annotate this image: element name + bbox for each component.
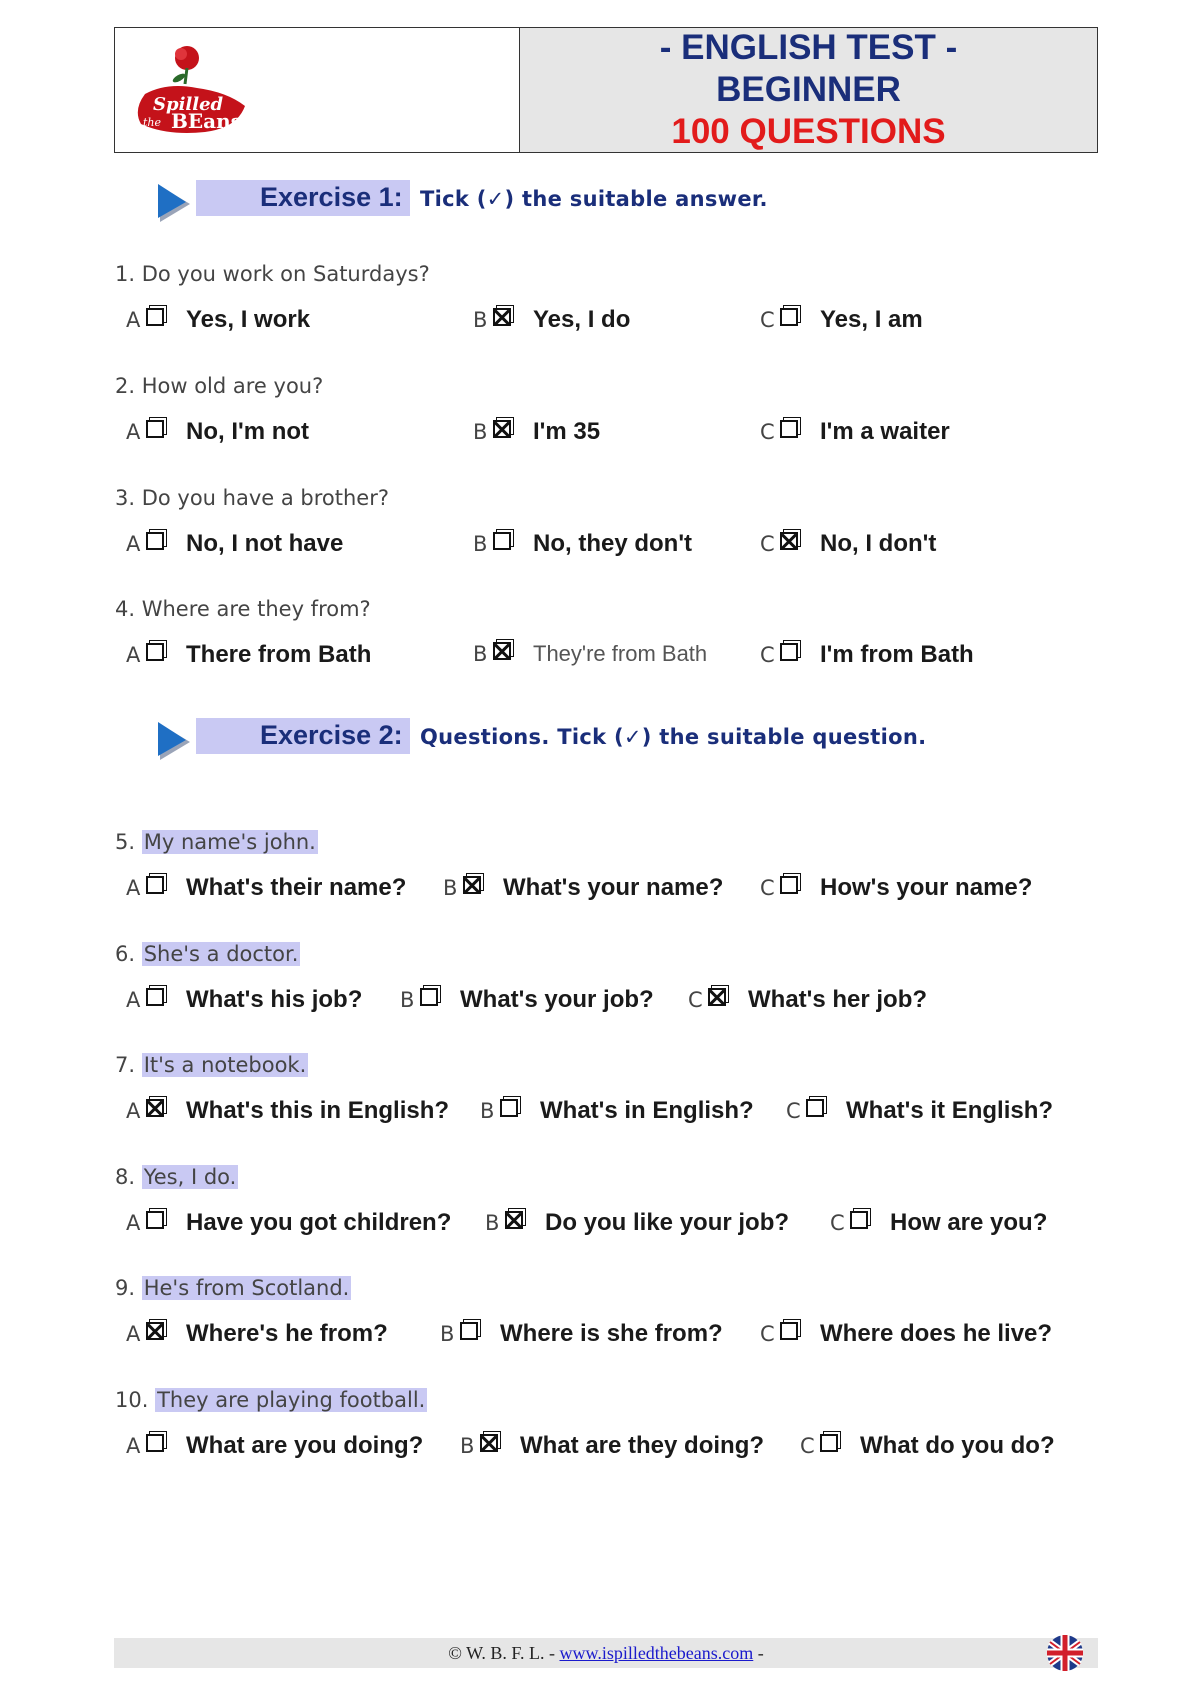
- answer-options-row: [0, 1320, 1200, 1354]
- answer-option-a[interactable]: [126, 1320, 388, 1348]
- answer-options-row: [0, 874, 1200, 908]
- checkbox-icon[interactable]: [850, 1211, 868, 1229]
- option-label: What are you doing?: [186, 1432, 424, 1459]
- answer-option-b[interactable]: [473, 530, 692, 558]
- option-label: What's it English?: [846, 1097, 1054, 1124]
- answer-options-row: [0, 1432, 1200, 1466]
- option-letter: A: [126, 643, 141, 667]
- answer-option-b[interactable]: [460, 1432, 764, 1460]
- question-prompt: 3. Do you have a brother?: [115, 486, 390, 510]
- answer-option-c[interactable]: [688, 986, 927, 1014]
- title-line-1: - ENGLISH TEST -: [659, 28, 958, 67]
- option-label: No, I'm not: [186, 418, 310, 445]
- option-letter: A: [126, 1099, 141, 1123]
- answer-options-row: [0, 418, 1200, 452]
- option-label: Do you like your job?: [545, 1209, 790, 1236]
- option-letter: B: [400, 988, 415, 1012]
- option-letter: B: [473, 420, 488, 444]
- play-arrow-icon: [156, 722, 192, 762]
- answer-option-c[interactable]: [760, 1320, 1052, 1348]
- question-answer-text: They are playing football.: [157, 1388, 426, 1412]
- checkbox-icon[interactable]: [146, 420, 164, 438]
- option-label: I'm 35: [533, 418, 601, 445]
- answer-option-a[interactable]: [126, 641, 371, 669]
- answer-option-b[interactable]: [473, 418, 600, 446]
- option-label: What are they doing?: [520, 1432, 765, 1459]
- checkbox-icon[interactable]: [146, 876, 164, 894]
- checked-box-icon[interactable]: [493, 420, 511, 438]
- option-letter: C: [830, 1211, 845, 1235]
- option-letter: C: [760, 876, 775, 900]
- question-prompt: 2. How old are you?: [115, 374, 324, 398]
- svg-text:BEans: BEans: [171, 109, 242, 133]
- option-label: They're from Bath: [533, 641, 708, 666]
- question-prompt: [115, 1165, 238, 1189]
- answer-option-a[interactable]: [126, 306, 310, 334]
- answer-option-b[interactable]: [473, 641, 707, 667]
- logo-cell: [115, 28, 520, 152]
- question-number: 6.: [115, 942, 142, 966]
- option-letter: A: [126, 1211, 141, 1235]
- option-letter: A: [126, 308, 141, 332]
- option-letter: C: [760, 1322, 775, 1346]
- exercise-instruction: Questions. Tick (✓) the suitable question.: [420, 725, 927, 749]
- checkbox-icon[interactable]: [146, 1434, 164, 1452]
- question-answer-text: Yes, I do.: [143, 1165, 237, 1189]
- option-label: What's her job?: [748, 986, 928, 1013]
- option-letter: B: [480, 1099, 495, 1123]
- answer-options-row: [0, 1097, 1200, 1131]
- option-letter: B: [440, 1322, 455, 1346]
- question-prompt: 4. Where are they from?: [115, 597, 371, 621]
- question-prompt: [115, 830, 318, 854]
- option-letter: A: [126, 876, 141, 900]
- checked-box-icon[interactable]: [146, 1322, 164, 1340]
- spilled-the-beans-logo: [127, 36, 257, 140]
- option-letter: A: [126, 420, 141, 444]
- uk-flag-icon: [1046, 1634, 1084, 1672]
- answer-option-b[interactable]: [480, 1097, 754, 1125]
- answer-option-a[interactable]: [126, 1432, 423, 1460]
- checked-box-icon[interactable]: [708, 988, 726, 1006]
- option-label: What's in English?: [540, 1097, 754, 1124]
- answer-option-c[interactable]: [760, 530, 936, 558]
- option-label: Have you got children?: [186, 1209, 452, 1236]
- question-number: 8.: [115, 1165, 142, 1189]
- checkbox-icon[interactable]: [146, 643, 164, 661]
- answer-options-row: [0, 641, 1200, 675]
- checkbox-icon[interactable]: [500, 1099, 518, 1117]
- answer-option-c[interactable]: [760, 418, 950, 446]
- page-footer: [114, 1638, 1098, 1668]
- title-line-2: BEGINNER: [716, 70, 901, 109]
- checkbox-icon[interactable]: [460, 1322, 478, 1340]
- answer-option-c[interactable]: [760, 306, 923, 334]
- option-label: What's their name?: [186, 874, 407, 901]
- checked-box-icon[interactable]: [505, 1211, 523, 1229]
- test-header: [114, 27, 1098, 153]
- answer-option-c[interactable]: [786, 1097, 1053, 1125]
- option-letter: C: [760, 532, 775, 556]
- answer-options-row: [0, 530, 1200, 564]
- question-prompt: [115, 1053, 308, 1077]
- option-letter: C: [760, 308, 775, 332]
- question-prompt: [115, 942, 300, 966]
- option-label: I'm from Bath: [820, 641, 974, 668]
- test-title-block: [520, 28, 1097, 152]
- option-label: How are you?: [890, 1209, 1048, 1236]
- option-label: What's your name?: [503, 874, 724, 901]
- checked-box-icon[interactable]: [463, 876, 481, 894]
- option-label: No, I don't: [820, 530, 937, 557]
- question-number: 5.: [115, 830, 142, 854]
- option-label: What do you do?: [860, 1432, 1055, 1459]
- footer-copyright: © W. B. F. L. -: [448, 1643, 560, 1663]
- checkbox-icon[interactable]: [806, 1099, 824, 1117]
- option-letter: C: [800, 1434, 815, 1458]
- option-label: How's your name?: [820, 874, 1033, 901]
- option-letter: B: [443, 876, 458, 900]
- answer-option-b[interactable]: [473, 306, 630, 334]
- option-label: Where does he live?: [820, 1320, 1053, 1347]
- answer-option-a[interactable]: [126, 1097, 449, 1125]
- option-letter: C: [688, 988, 703, 1012]
- answer-options-row: [0, 986, 1200, 1020]
- option-letter: A: [126, 1322, 141, 1346]
- option-label: Yes, I am: [820, 306, 923, 333]
- question-answer-text: He's from Scotland.: [143, 1276, 350, 1300]
- option-label: Yes, I work: [186, 306, 311, 333]
- option-label: No, they don't: [533, 530, 693, 557]
- exercise-instruction: Tick (✓) the suitable answer.: [420, 187, 768, 211]
- option-letter: C: [786, 1099, 801, 1123]
- svg-text:Spilled: Spilled: [153, 94, 224, 115]
- question-prompt: [115, 1276, 351, 1300]
- answer-option-b[interactable]: [400, 986, 654, 1014]
- checkbox-icon[interactable]: [780, 308, 798, 326]
- checkbox-icon[interactable]: [420, 988, 438, 1006]
- checkbox-icon[interactable]: [780, 876, 798, 894]
- exercise-2-banner: [156, 718, 1056, 758]
- option-label: I'm a waiter: [820, 418, 950, 445]
- answer-option-b[interactable]: [440, 1320, 723, 1348]
- question-prompt: [115, 1388, 427, 1412]
- question-number: 7.: [115, 1053, 142, 1077]
- checkbox-icon[interactable]: [146, 308, 164, 326]
- play-arrow-icon: [156, 184, 192, 224]
- answer-option-a[interactable]: [126, 986, 362, 1014]
- checked-box-icon[interactable]: [493, 642, 511, 660]
- option-letter: B: [485, 1211, 500, 1235]
- checkbox-icon[interactable]: [493, 532, 511, 550]
- svg-text:the: the: [143, 116, 162, 129]
- checkbox-icon[interactable]: [780, 1322, 798, 1340]
- answer-options-row: [0, 1209, 1200, 1243]
- option-label: What's his job?: [186, 986, 363, 1013]
- option-label: What's your job?: [460, 986, 654, 1013]
- checked-box-icon[interactable]: [146, 1099, 164, 1117]
- option-letter: A: [126, 988, 141, 1012]
- option-letter: B: [473, 532, 488, 556]
- exercise-title: Exercise 1:: [260, 182, 403, 212]
- question-answer-text: My name's john.: [143, 830, 316, 854]
- option-letter: B: [473, 308, 488, 332]
- exercise-title: Exercise 2:: [260, 720, 403, 750]
- question-answer-text: She's a doctor.: [143, 942, 299, 966]
- checkbox-icon[interactable]: [820, 1434, 838, 1452]
- answer-option-a[interactable]: [126, 418, 309, 446]
- option-label: Where is she from?: [500, 1320, 723, 1347]
- option-label: There from Bath: [186, 641, 372, 668]
- answer-option-c[interactable]: [800, 1432, 1055, 1460]
- option-label: What's this in English?: [186, 1097, 450, 1124]
- answer-option-c[interactable]: [760, 641, 974, 669]
- answer-option-a[interactable]: [126, 1209, 451, 1237]
- option-label: Where's he from?: [186, 1320, 388, 1347]
- question-answer-text: It's a notebook.: [143, 1053, 307, 1077]
- answer-options-row: [0, 306, 1200, 340]
- answer-option-b[interactable]: [485, 1209, 789, 1237]
- option-letter: B: [473, 642, 488, 666]
- option-letter: C: [760, 420, 775, 444]
- title-line-3: 100 QUESTIONS: [671, 112, 946, 151]
- footer-suffix: -: [753, 1643, 764, 1663]
- option-letter: A: [126, 1434, 141, 1458]
- option-letter: B: [460, 1434, 475, 1458]
- checkbox-icon[interactable]: [146, 988, 164, 1006]
- checked-box-icon[interactable]: [493, 308, 511, 326]
- checkbox-icon[interactable]: [146, 1211, 164, 1229]
- question-prompt: 1. Do you work on Saturdays?: [115, 262, 430, 286]
- question-number: 10.: [115, 1388, 156, 1412]
- answer-option-c[interactable]: [830, 1209, 1047, 1237]
- option-label: Yes, I do: [533, 306, 631, 333]
- answer-option-b[interactable]: [443, 874, 723, 902]
- checkbox-icon[interactable]: [146, 532, 164, 550]
- answer-option-a[interactable]: [126, 530, 343, 558]
- option-letter: C: [760, 643, 775, 667]
- checkbox-icon[interactable]: [780, 420, 798, 438]
- option-letter: A: [126, 532, 141, 556]
- answer-option-a[interactable]: [126, 874, 406, 902]
- exercise-1-banner: [156, 180, 1056, 220]
- checked-box-icon[interactable]: [480, 1434, 498, 1452]
- question-number: 9.: [115, 1276, 142, 1300]
- footer-website-link[interactable]: www.ispilledthebeans.com: [559, 1643, 754, 1663]
- option-label: No, I not have: [186, 530, 344, 557]
- answer-option-c[interactable]: [760, 874, 1032, 902]
- checkbox-icon[interactable]: [780, 643, 798, 661]
- checked-box-icon[interactable]: [780, 532, 798, 550]
